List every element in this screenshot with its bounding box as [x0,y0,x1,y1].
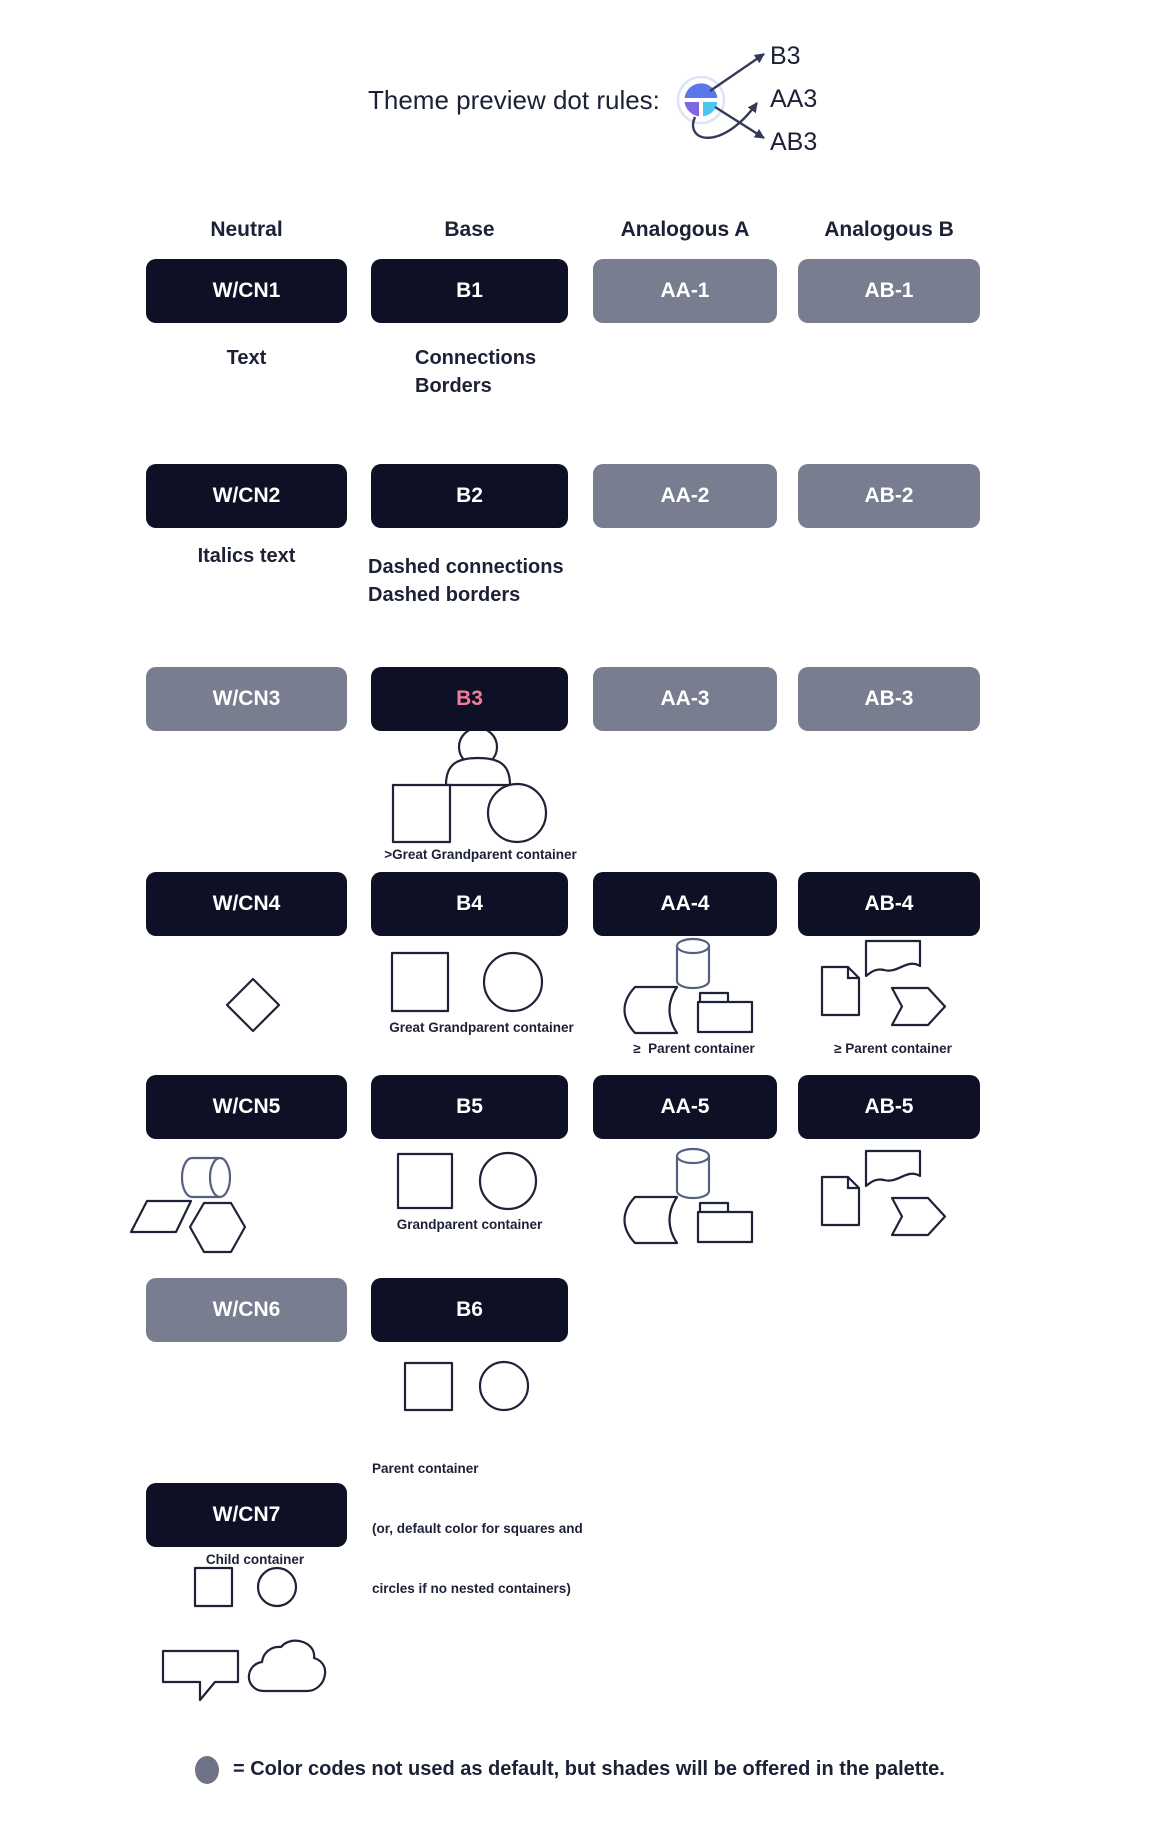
square-shape-icon [398,1154,452,1208]
speech-bubble-icon [163,1651,238,1700]
b6-shapes-caption [372,1419,583,1639]
circle-shape-icon [488,784,546,842]
b4-shape-group [380,940,560,1020]
circle-shape-icon [480,1362,528,1410]
database-cylinder-top-icon [677,939,709,953]
chevron-arrow-icon [892,1198,945,1235]
stored-data-icon [625,1197,678,1243]
theme-preview-dot [660,25,820,165]
column-header-analogous-b: Analogous B [824,218,954,241]
pill-ab5: AB-5 [798,1075,980,1139]
pill-aa5: AA-5 [593,1075,777,1139]
b6-shape-group [390,1350,550,1420]
annotation-italics-text: Italics text [197,545,296,567]
pill-ab3: AB-3 [798,667,980,731]
annotation-dashed [368,553,564,609]
pill-wcn6: W/CN6 [146,1278,347,1342]
pill-ab4: AB-4 [798,872,980,936]
annotation-connections-borders [415,344,536,400]
wcn4-shape-group [210,960,300,1050]
pill-b6: B6 [371,1278,568,1342]
pill-wcn3: W/CN3 [146,667,347,731]
aa5-shape-group [615,1140,775,1250]
wcn7-shape-group [180,1555,320,1625]
caption-line: (or, default color for squares and [372,1521,583,1536]
aa4-shape-group [615,930,775,1040]
circle-shape-icon [484,953,542,1011]
dot-label-ab3: AB3 [770,128,818,156]
column-header-analogous-a: Analogous A [620,218,750,241]
pill-ab2: AB-2 [798,464,980,528]
pill-ab1: AB-1 [798,259,980,323]
parallelogram-icon [131,1201,191,1232]
pill-b3: B3 [371,667,568,731]
chevron-arrow-icon [892,988,945,1025]
column-header-neutral: Neutral [210,218,283,241]
square-shape-icon [195,1568,232,1606]
hexagon-icon [190,1203,245,1252]
arrow-to-b3 [710,54,764,91]
circle-shape-icon [480,1153,536,1209]
cloud-icon [249,1641,325,1691]
database-cylinder-top-icon [677,1149,709,1163]
aa4-shapes-caption: ≥ Parent container [633,1041,755,1056]
pill-wcn5: W/CN5 [146,1075,347,1139]
b4-shapes-caption: Great Grandparent container [389,1020,574,1035]
pill-aa3: AA-3 [593,667,777,731]
b3-shape-group [360,715,560,855]
b5-shape-group [385,1140,555,1220]
ab4-shapes-caption: ≥ Parent container [834,1041,952,1056]
ab4-shape-group [810,930,960,1035]
page-folded-corner-icon [822,967,859,1015]
dot-label-b3: B3 [770,42,801,70]
annotation-line: Dashed borders [368,584,521,606]
column-header-base: Base [444,218,495,241]
bubble-cloud-group [150,1635,350,1710]
annotation-text: Text [226,347,267,369]
square-shape-icon [393,785,450,842]
annotation-line: Dashed connections [368,556,564,578]
pill-b5: B5 [371,1075,568,1139]
pill-wcn2: W/CN2 [146,464,347,528]
wcn7-shapes-caption: Child container [205,1552,305,1567]
card-rectangle-icon [698,1002,752,1032]
card-rectangle-icon [698,1212,752,1242]
caption-line: circles if no nested containers) [372,1581,571,1596]
b3-shapes-caption: >Great Grandparent container [384,847,577,862]
dot-label-aa3: AA3 [770,85,818,113]
stored-data-icon [625,987,678,1033]
legend-dot-icon [195,1756,219,1784]
legend-text: = Color codes not used as default, but shades will be offered in the palette. [233,1758,945,1780]
square-shape-icon [392,953,448,1011]
pill-b2: B2 [371,464,568,528]
diamond-shape-icon [227,979,279,1031]
pill-b1: B1 [371,259,568,323]
wcn5-shape-group [120,1145,260,1260]
annotation-line: Borders [415,375,492,397]
circle-shape-icon [258,1568,296,1606]
pill-aa2: AA-2 [593,464,777,528]
legend-dot [191,1755,223,1787]
page-title: Theme preview dot rules: [368,85,660,115]
pill-aa1: AA-1 [593,259,777,323]
ab5-shape-group [810,1140,960,1245]
wavy-document-icon [866,1151,920,1186]
caption-line: Parent container [372,1461,479,1476]
annotation-line: Connections [415,347,537,369]
horizontal-cylinder-cap-icon [210,1158,230,1197]
b5-shapes-caption: Grandparent container [396,1217,543,1232]
wavy-document-icon [866,941,920,976]
pill-wcn1: W/CN1 [146,259,347,323]
square-shape-icon [405,1363,452,1410]
person-shoulders-icon [446,758,510,785]
page-folded-corner-icon [822,1177,859,1225]
pill-wcn4: W/CN4 [146,872,347,936]
pill-wcn7: W/CN7 [146,1483,347,1547]
pill-b4: B4 [371,872,568,936]
pill-aa4: AA-4 [593,872,777,936]
